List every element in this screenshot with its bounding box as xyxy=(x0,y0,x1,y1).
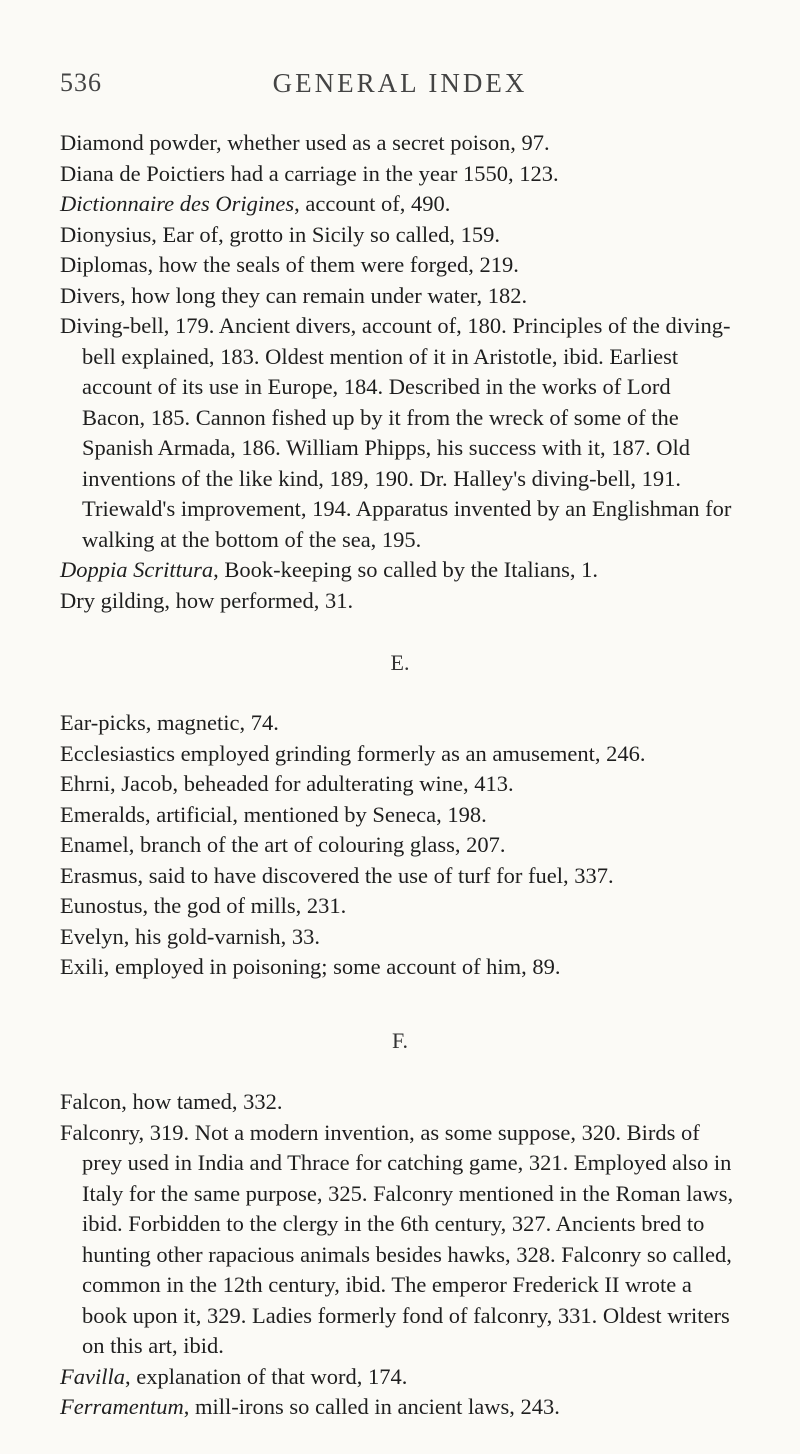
entry-text: , branch of the art of colouring glass, 207. xyxy=(128,832,506,857)
entry-list-d xyxy=(60,128,738,616)
index-entry xyxy=(60,1392,738,1423)
entry-text: powder, whether used as a secret poison, 97. xyxy=(143,130,550,155)
entry-text: , how long they can remain under water, 182. xyxy=(120,282,528,308)
entry-term: Ferramentum xyxy=(60,1394,184,1419)
entry-term: Dictionnaire des Origines xyxy=(60,191,295,216)
entry-term: Exili xyxy=(60,954,104,979)
index-entry xyxy=(60,922,738,953)
entry-term: Doppia Scrittura xyxy=(60,557,214,582)
index-entry xyxy=(60,861,738,892)
entry-term: Eunostus xyxy=(60,893,143,918)
entry-text: , explanation of that word, 174. xyxy=(124,1363,408,1389)
entry-text: gilding, how performed, 31. xyxy=(95,587,354,613)
index-entry xyxy=(60,800,738,831)
index-entry xyxy=(60,1118,738,1362)
entry-text: , artificial, mentioned by Seneca, 198. xyxy=(144,801,487,827)
entry-term: Dionysius xyxy=(60,221,152,247)
entry-text: , Book-keeping so called by the Italians, 1. xyxy=(213,557,599,582)
entry-term: Ehrni xyxy=(60,771,110,796)
entry-term: Emeralds xyxy=(60,801,145,827)
entry-text: de Poictiers had a carriage in the year 1550, 123. xyxy=(113,160,559,186)
entry-term: Falconry xyxy=(60,1119,139,1145)
index-entry xyxy=(60,1087,738,1118)
index-entry xyxy=(60,159,738,190)
entry-text: , the god of mills, 231. xyxy=(142,893,347,918)
index-entry xyxy=(60,250,738,281)
entry-text: , 179. Ancient divers, account of, 180. Principles of the diving-bell explained, 183. Oldest mention of it in Aristotle, ibid. Earliest account of its use in Europe, 184. Described in the works of Lord Bacon, 185. Cannon fished up by it from the wreck of some of the Spanish Armada, 186. William Phipps, his success with it, 187. Old inventions of the like kind, 189, 190. Dr. Halley's diving-bell, 191. Triewald's improvement, 194. Apparatus invented by an Englishman for walking at the bottom of the sea, 195. xyxy=(82,313,732,552)
index-entry xyxy=(60,1362,738,1393)
entry-term: Falcon xyxy=(60,1089,122,1114)
entry-text: , employed in poisoning; some account of him, 89. xyxy=(103,954,561,979)
entry-term: Divers xyxy=(60,282,120,308)
index-entry xyxy=(60,891,738,922)
index-entry xyxy=(60,555,738,586)
entry-text: , Jacob, beheaded for adulterating wine, 413. xyxy=(110,771,514,796)
entry-text: , said to have discovered the use of turf for fuel, 337. xyxy=(137,862,614,888)
entry-text: , mill-irons so called in ancient laws, 243. xyxy=(183,1394,560,1419)
entry-list-e xyxy=(60,708,738,983)
index-entry xyxy=(60,952,738,983)
index-entry xyxy=(60,311,738,555)
entry-text: , his gold-varnish, 33. xyxy=(123,923,320,949)
entry-term: Diplomas xyxy=(60,252,148,277)
index-entry xyxy=(60,189,738,220)
entry-term: Favilla xyxy=(60,1363,125,1389)
letter-heading-f: F. xyxy=(392,1028,408,1053)
page-number: 536 xyxy=(60,68,102,97)
entry-text: , how tamed, 332. xyxy=(121,1089,283,1114)
index-entry xyxy=(60,739,738,770)
entry-term: Ear-picks xyxy=(60,710,146,735)
running-head: GENERAL INDEX xyxy=(272,68,528,98)
entry-list-f xyxy=(60,1087,738,1423)
entry-term: Enamel xyxy=(60,832,129,857)
entry-text: , account of, 490. xyxy=(294,191,451,216)
index-entry xyxy=(60,830,738,861)
entry-text: , Ear of, grotto in Sicily so called, 159. xyxy=(151,221,500,247)
page-header xyxy=(60,68,740,108)
entry-text: , 319. Not a modern invention, as some suppose, 320. Birds of prey used in India and Thrace for catching game, 321. Employed also in Italy for the same purpose, 325. Falconry mentioned in the Roman laws, ibid. Forbidden to the clergy in the 6th century, 327. Ancients bred to hunting other rapacious animals besides hawks, 328. Falconry so called, common in the 12th century, ibid. The emperor Frederick II wrote a book upon it, 329. Ladies formerly fond of falconry, 331. Oldest writers on this art, ibid. xyxy=(82,1119,734,1358)
entry-term: Ecclesiastics xyxy=(60,740,175,766)
entry-text: employed grinding formerly as an amusement, 246. xyxy=(174,740,646,766)
entry-term: Diamond xyxy=(60,130,144,155)
entry-term: Dry xyxy=(60,587,95,613)
index-entry xyxy=(60,220,738,251)
letter-heading-e: E. xyxy=(390,650,410,675)
entry-text: , magnetic, 74. xyxy=(145,710,279,735)
index-entry xyxy=(60,281,738,312)
index-entry xyxy=(60,128,738,159)
entry-term: Erasmus xyxy=(60,862,138,888)
section-e xyxy=(60,708,738,983)
entry-text: , how the seals of them were forged, 219. xyxy=(147,252,519,277)
index-entry xyxy=(60,708,738,739)
entry-term: Diving-bell xyxy=(60,313,164,338)
entry-term: Evelyn xyxy=(60,923,124,949)
index-entry xyxy=(60,769,738,800)
index-entry xyxy=(60,586,738,617)
entry-term: Diana xyxy=(60,160,114,186)
section-f xyxy=(60,1087,738,1423)
section-d xyxy=(60,128,738,616)
